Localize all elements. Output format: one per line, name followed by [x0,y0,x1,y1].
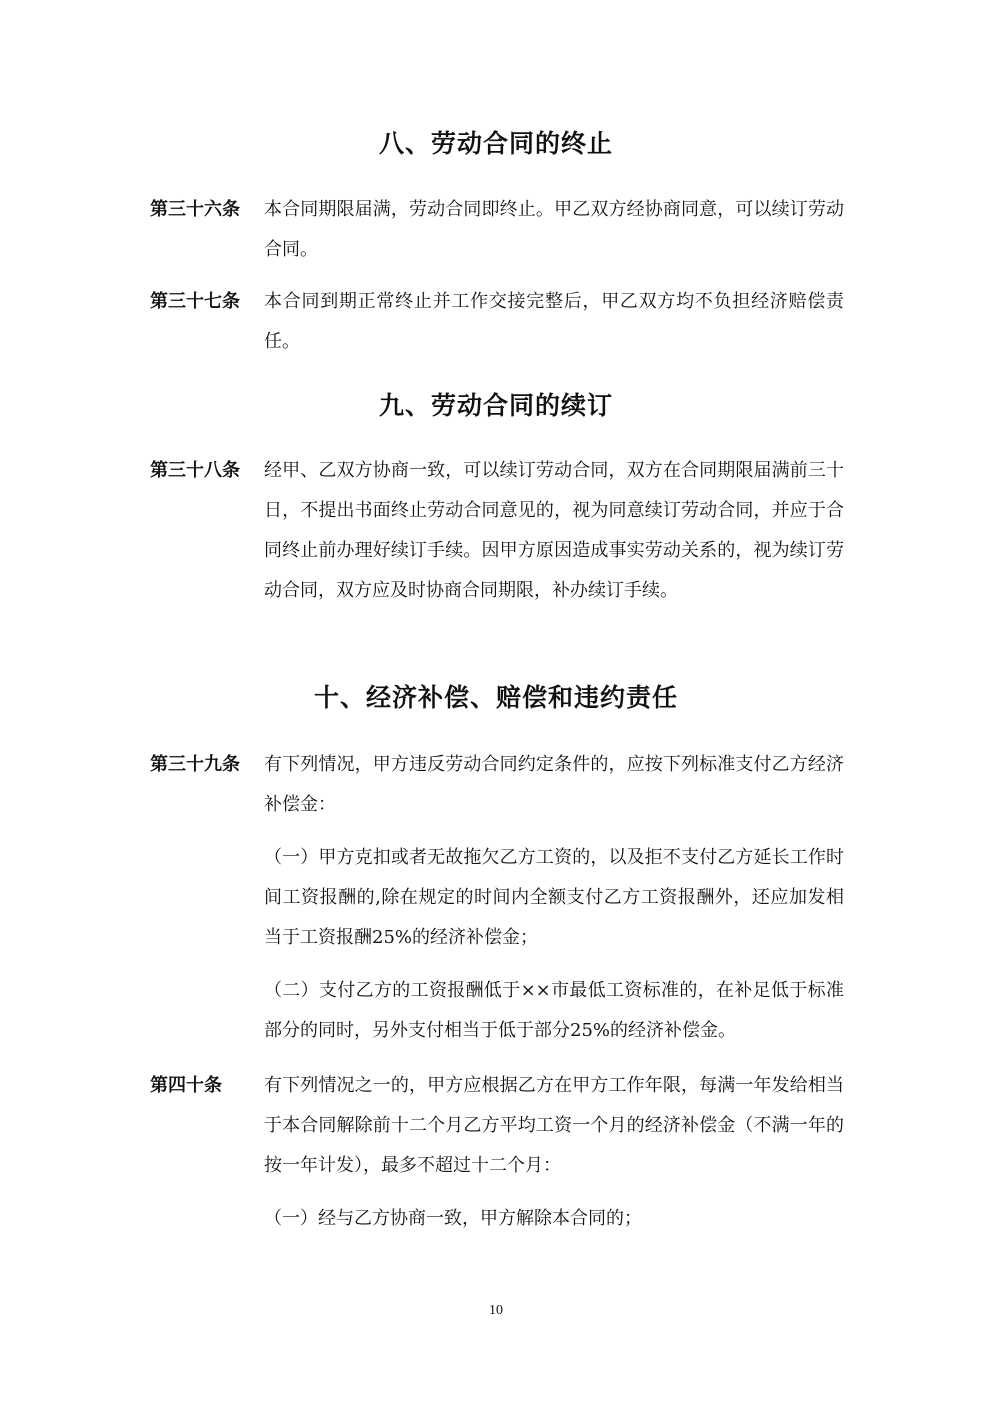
section-heading-9: 九、劳动合同的续订 [378,391,613,420]
article-label: 第三十九条 [150,754,240,775]
article-39 [150,745,850,1051]
article-38 [150,451,850,611]
article-paragraph: 本合同期限届满，劳动合同即终止。甲乙双方经协商同意，可以续订劳动合同。 [264,199,844,260]
article-37 [150,282,850,362]
article-body [264,1066,844,1239]
section-heading-8: 八、劳动合同的终止 [378,129,613,158]
article-label: 第三十七条 [150,291,240,312]
article-body [264,282,844,362]
article-body [264,745,844,1051]
article-body [264,190,844,270]
page-number: 10 [489,1303,503,1318]
article-label: 第三十六条 [150,199,240,220]
article-paragraph: 经甲、乙双方协商一致，可以续订劳动合同，双方在合同期限届满前三十日，不提出书面终止劳动合同意见的，视为同意续订劳动合同，并应于合同终止前办理好续订手续。因甲方原因造成事实劳动关系的，视为续订劳动合同，双方应及时协商合同期限，补办续订手续。 [264,460,844,601]
article-paragraph: 有下列情况之一的，甲方应根据乙方在甲方工作年限，每满一年发给相当于本合同解除前十二个月乙方平均工资一个月的经济补偿金（不满一年的按一年计发），最多不超过十二个月： [264,1075,844,1176]
article-label: 第三十八条 [150,460,240,481]
article-paragraph: （二）支付乙方的工资报酬低于××市最低工资标准的，在补足低于标准部分的同时，另外支付相当于低于部分25%的经济补偿金。 [264,980,844,1041]
section-heading-10: 十、经济补偿、赔偿和违约责任 [313,683,678,712]
article-36 [150,190,850,270]
article-paragraph: （一）甲方克扣或者无故拖欠乙方工资的，以及拒不支付乙方延长工作时间工资报酬的,除在规定的时间内全额支付乙方工资报酬外，还应加发相当于工资报酬25%的经济补偿金； [264,847,844,948]
article-paragraph: 本合同到期正常终止并工作交接完整后，甲乙双方均不负担经济赔偿责任。 [264,291,844,352]
article-paragraph: （一）经与乙方协商一致，甲方解除本合同的； [264,1208,642,1229]
article-body [264,451,844,611]
article-paragraph: 有下列情况，甲方违反劳动合同约定条件的，应按下列标准支付乙方经济补偿金： [264,754,844,815]
article-40 [150,1066,850,1239]
article-label: 第四十条 [150,1075,222,1096]
